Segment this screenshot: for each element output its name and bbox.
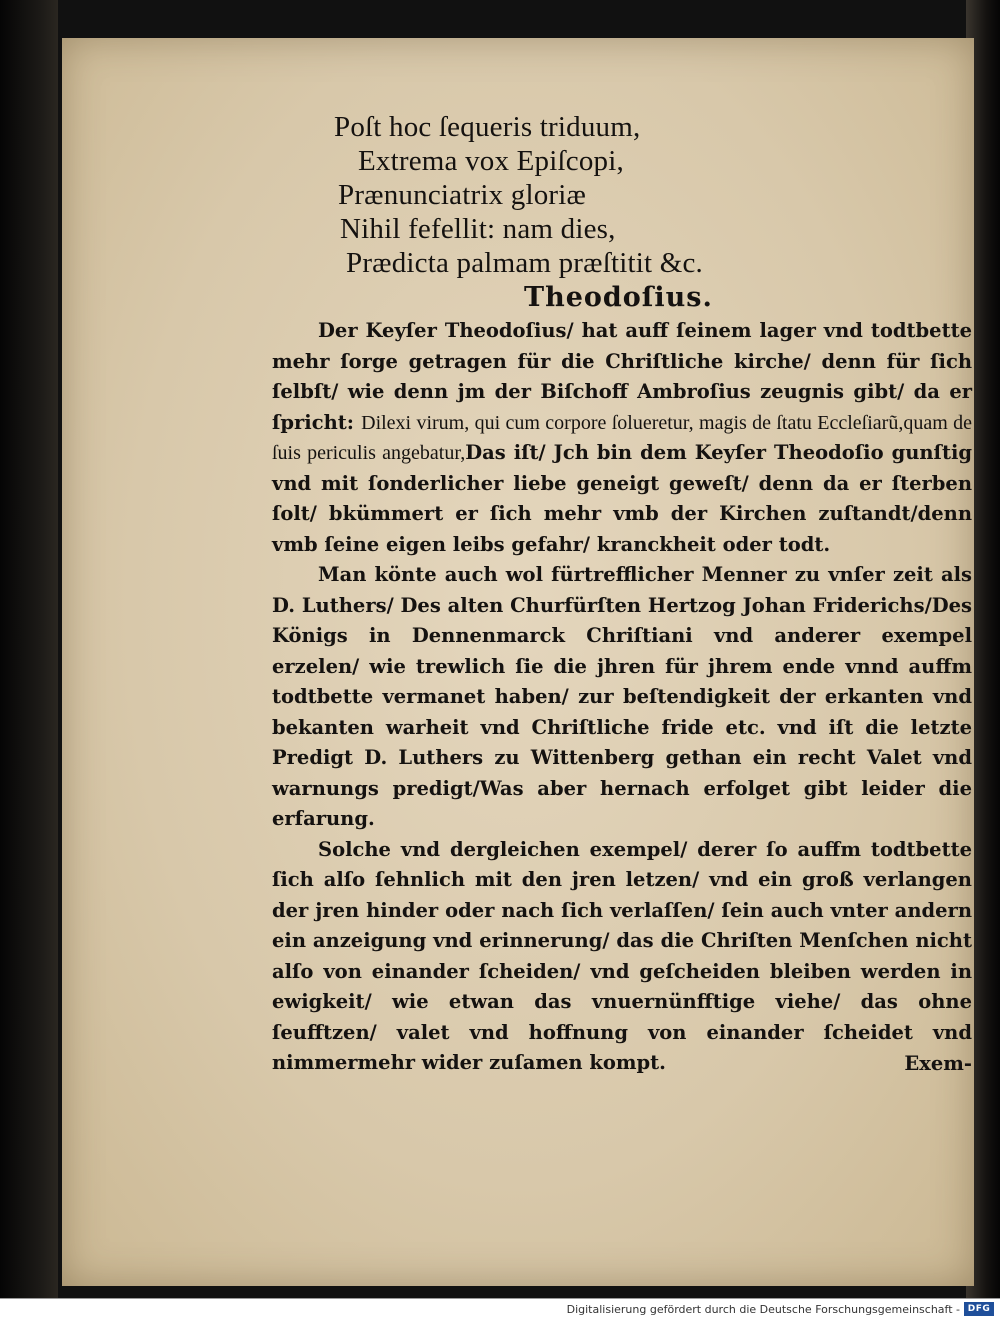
poem-line: Nihil fefellit: nam dies, — [340, 213, 616, 245]
paragraph-text: Der Keyſer Theodoſius/ hat auff ſeinem lager vnd todtbette mehr ſorge getragen für die Chriſtliche kirche/ denn für ſich ſelbſt/ wie denn jm der Biſchoff Ambroſius zeugnis gibt/ da er ſpricht: — [272, 319, 972, 434]
footer-bar — [0, 1298, 1000, 1321]
page-text — [272, 110, 972, 1079]
book-edge-left — [0, 0, 58, 1298]
latin-poem — [272, 110, 972, 280]
poem-line: Prænunciatrix gloriæ — [338, 179, 587, 211]
poem-line: Extrema vox Epiſcopi, — [358, 145, 624, 177]
funding-credit: Digitalisierung gefördert durch die Deutsche Forschungsgemeinschaft - — [566, 1303, 960, 1316]
paragraph-text: Das iſt/ Jch bin dem Keyſer Theodoſio gunſtig vnd mit ſonderlicher liebe geneigt geweſt/ denn da er ſterben ſolt/ bkümmert er ſich mehr vmb der Kirchen zuſtandt/denn vmb ſeine eigen leibs gefahr/ kranckheit oder todt. — [272, 441, 972, 556]
latin-quote: Dilexi virum, qui cum corpore ſolueretur, magis de ſtatu Eccleſiarũ,quam de ſuis periculis angebatur, — [272, 411, 972, 464]
paragraph-luther: Man könte auch wol fürtrefflicher Menner zu vnſer zeit als D. Luthers/ Des alten Churfürſten Hertzog Johan Friderichs/Des Königs in Dennenmarck Chriſtiani vnd anderer exempel erzelen/ wie trewlich ſie die jhren für jhrem ende vnnd auffm todtbette vermanet haben/ zur beſtendigkeit der erkanten vnd bekanten warheit vnd Chriſtliche fride etc. vnd iſt die letzte Predigt D. Luthers zu Wittenberg gethan ein recht Valet vnd warnungs predigt/Was aber hernach erfolget gibt leider die erfarung. — [272, 563, 972, 830]
poem-line: Poſt hoc ſequeris triduum, — [334, 111, 641, 143]
dfg-logo-icon: DFG — [964, 1302, 994, 1316]
section-heading: Theodoſius. — [524, 282, 713, 313]
catchword: Exem- — [904, 1051, 972, 1075]
book-page — [62, 38, 974, 1286]
paragraph-theodosius — [272, 316, 972, 560]
paragraph-exempel: Solche vnd dergleichen exempel/ derer ſo auffm todtbette ſich alſo ſehnlich mit den jren letzen/ vnd ein groß verlangen der jren hinder oder nach ſich verlaſſen/ ſein auch vnter andern ein anzeigung vnd erinnerung/ das die Chriſten Menſchen nicht alſo von einander ſcheiden/ vnd geſcheiden bleiben werden in ewigkeit/ wie etwan das vnuernünfftige viehe/ das ohne ſeufftzen/ valet vnd hoffnung von einander ſcheidet vnd nimmermehr wider zuſamen kompt. — [272, 837, 972, 1074]
poem-line: Prædicta palmam præſtitit &c. — [346, 247, 703, 279]
